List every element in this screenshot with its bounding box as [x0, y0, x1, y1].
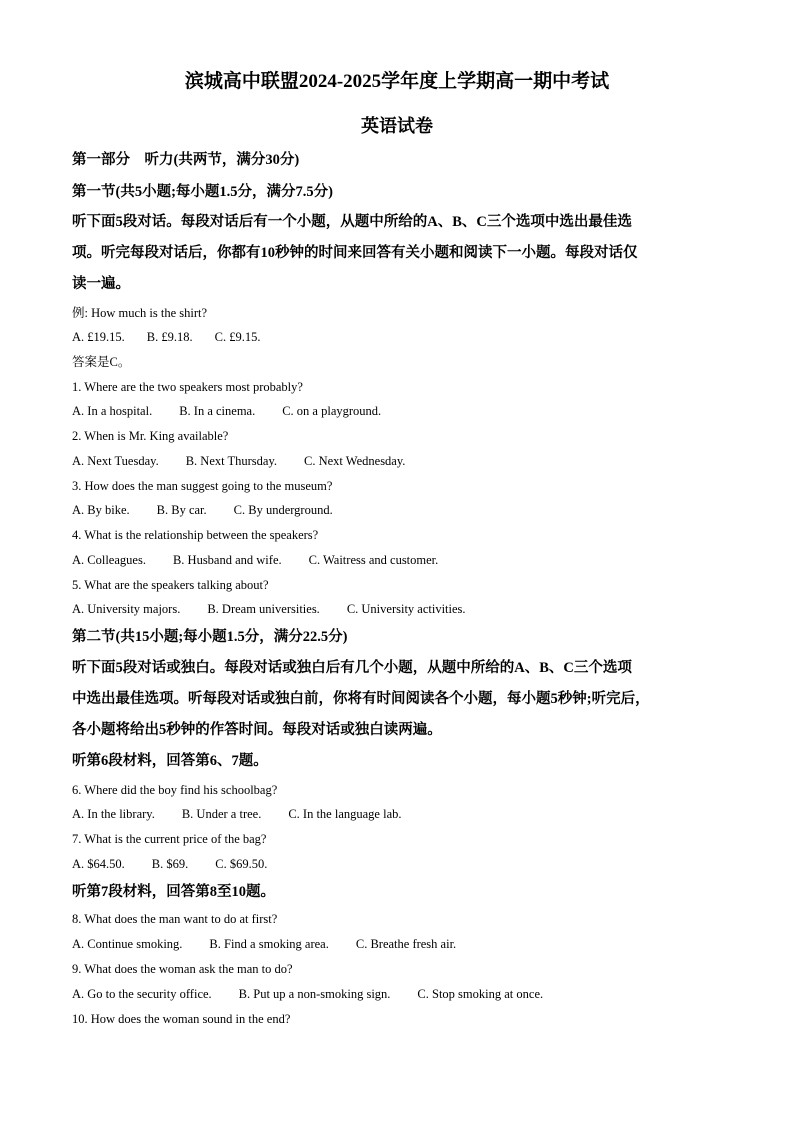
section1-instruction-line: 项。听完每段对话后，你都有10秒钟的时间来回答有关小题和阅读下一小题。每段对话仅 — [72, 245, 638, 261]
question-6: 6. Where did the boy find his schoolbag? — [72, 783, 278, 797]
option-b: B. By car. — [156, 503, 207, 517]
question-8-options — [72, 935, 456, 953]
section1-instruction-line: 听下面5段对话。每段对话后有一个小题，从题中所给的A、B、C三个选项中选出最佳选 — [72, 214, 632, 230]
question-2: 2. When is Mr. King available? — [72, 429, 229, 443]
option-a: A. Colleagues. — [72, 553, 146, 567]
question-1: 1. Where are the two speakers most probably? — [72, 380, 303, 394]
option-b: B. Find a smoking area. — [209, 937, 329, 951]
option-a: A. By bike. — [72, 503, 130, 517]
option-b: B. Next Thursday. — [185, 454, 278, 468]
question-5-options — [72, 600, 466, 618]
example-options — [72, 328, 260, 346]
question-4-options — [72, 551, 438, 569]
exam-title: 滨城高中联盟2024-2025学年度上学期高一期中考试 — [184, 71, 610, 92]
material-7-heading: 听第7段材料，回答第8至10题。 — [72, 884, 275, 900]
exam-subtitle: 英语试卷 — [361, 116, 433, 136]
option-c: C. Next Wednesday. — [304, 454, 406, 468]
question-6-options — [72, 805, 402, 823]
option-a: A. Go to the security office. — [72, 987, 212, 1001]
section2-instruction-line: 各小题将给出5秒钟的作答时间。每段对话或独白读两遍。 — [72, 722, 442, 738]
option-c: C. In the language lab. — [288, 807, 402, 821]
part1-heading: 第一部分 听力(共两节，满分30分) — [72, 152, 300, 168]
option-b: B. Husband and wife. — [172, 553, 282, 567]
question-4: 4. What is the relationship between the speakers? — [72, 528, 319, 542]
option-c: C. Breathe fresh air. — [355, 937, 457, 951]
question-9: 9. What does the woman ask the man to do? — [72, 962, 293, 976]
question-1-options — [72, 402, 381, 420]
option-b: B. Dream universities. — [207, 602, 320, 616]
question-2-options — [72, 452, 405, 470]
option-c: C. University activities. — [346, 602, 466, 616]
question-8: 8. What does the man want to do at first? — [72, 912, 278, 926]
option-a: A. $64.50. — [72, 857, 125, 871]
option-c: C. Stop smoking at once. — [417, 987, 544, 1001]
option-b: B. Under a tree. — [181, 807, 262, 821]
option-c: C. $69.50. — [215, 857, 268, 871]
option-a: A. £19.15. — [72, 330, 125, 344]
example-answer: 答案是C。 — [72, 355, 131, 369]
question-3: 3. How does the man suggest going to the museum? — [72, 479, 333, 493]
option-a: A. In the library. — [72, 807, 155, 821]
option-b: B. $69. — [151, 857, 189, 871]
section1-heading: 第一节(共5小题;每小题1.5分，满分7.5分) — [72, 184, 333, 200]
section1-instruction-line: 读一遍。 — [72, 276, 130, 292]
option-b: B. In a cinema. — [179, 404, 256, 418]
example-question: 例: How much is the shirt? — [72, 306, 208, 320]
question-5: 5. What are the speakers talking about? — [72, 578, 269, 592]
question-3-options — [72, 501, 333, 519]
question-7-options — [72, 855, 267, 873]
option-c: C. By underground. — [233, 503, 333, 517]
material-6-heading: 听第6段材料，回答第6、7题。 — [72, 753, 268, 769]
option-a: A. Next Tuesday. — [72, 454, 159, 468]
option-b: B. Put up a non-smoking sign. — [238, 987, 391, 1001]
option-b: B. £9.18. — [146, 330, 193, 344]
option-a: A. In a hospital. — [72, 404, 153, 418]
question-7: 7. What is the current price of the bag? — [72, 832, 267, 846]
option-a: A. University majors. — [72, 602, 181, 616]
option-c: C. on a playground. — [282, 404, 382, 418]
question-9-options — [72, 985, 543, 1003]
section2-heading: 第二节(共15小题;每小题1.5分，满分22.5分) — [72, 629, 348, 645]
option-c: C. £9.15. — [214, 330, 261, 344]
option-a: A. Continue smoking. — [72, 937, 183, 951]
section2-instruction-line: 听下面5段对话或独白。每段对话或独白后有几个小题，从题中所给的A、B、C三个选项 — [72, 660, 632, 676]
option-c: C. Waitress and customer. — [308, 553, 439, 567]
question-10: 10. How does the woman sound in the end? — [72, 1012, 291, 1026]
section2-instruction-line: 中选出最佳选项。听每段对话或独白前，你将有时间阅读各个小题，每小题5秒钟;听完后， — [72, 691, 650, 707]
